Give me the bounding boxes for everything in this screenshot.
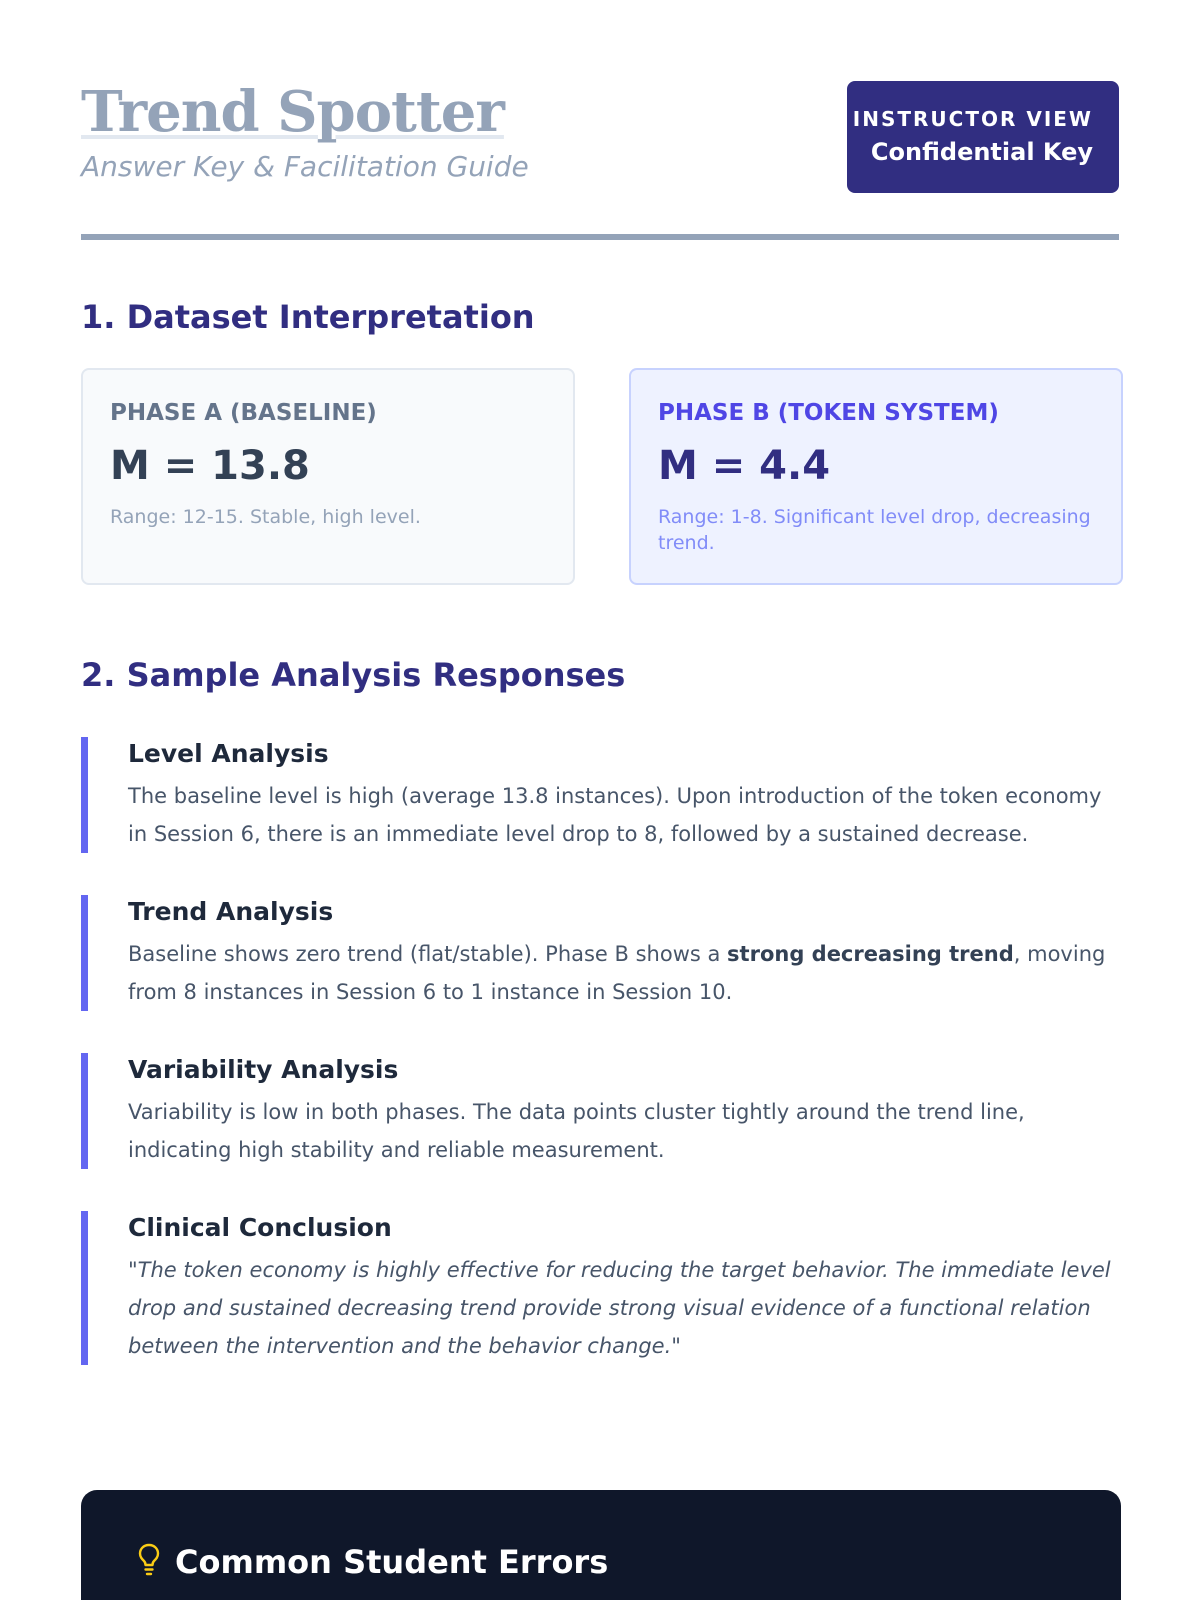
trend-analysis-title: Trend Analysis <box>128 897 334 926</box>
level-analysis-title: Level Analysis <box>128 739 329 768</box>
variability-analysis-title: Variability Analysis <box>128 1055 399 1084</box>
header-divider <box>81 234 1119 240</box>
common-errors-panel <box>81 1490 1121 1600</box>
phase-b-mean: M = 4.4 <box>658 443 831 489</box>
level-analysis-block <box>81 737 1124 853</box>
lightbulb-icon <box>137 1542 175 1582</box>
phase-b-card <box>629 368 1123 585</box>
analysis-list <box>81 737 1124 1407</box>
trend-body-text-end: , moving from 8 instances in Session 6 to 1 instance in Session 10. <box>128 942 1106 1004</box>
analysis-section-title: 2. Sample Analysis Responses <box>81 656 626 694</box>
page-header <box>81 0 1119 243</box>
badge-label: INSTRUCTOR VIEW <box>852 107 1093 131</box>
common-errors-title: Common Student Errors <box>175 1543 609 1581</box>
phase-b-note: Range: 1-8. Significant level drop, decreasing trend. <box>658 506 1091 554</box>
clinical-conclusion-quote: "The token economy is highly effective for reducing the target behavior. The immediate level drop and sustained decreasing trend provide strong visual evidence of a functional relation between the intervention and the behavior change." <box>128 1258 1111 1358</box>
level-analysis-body: The baseline level is high (average 13.8 instances). Upon introduction of the token economy in Session 6, there is an immediate level drop to 8, followed by a sustained decrease. <box>128 784 1102 846</box>
phase-cards <box>81 368 1124 585</box>
phase-a-card <box>81 368 575 585</box>
variability-analysis-block <box>81 1053 1124 1169</box>
trend-analysis-body <box>128 935 1124 1011</box>
clinical-conclusion-block <box>81 1211 1124 1365</box>
variability-analysis-body: Variability is low in both phases. The data points cluster tightly around the trend line, indicating high stability and reliable measurement. <box>128 1100 1025 1162</box>
phase-a-mean: M = 13.8 <box>110 443 310 489</box>
page-title: Trend Spotter <box>81 79 504 145</box>
phase-a-note: Range: 12-15. Stable, high level. <box>110 506 421 528</box>
instructor-view-badge <box>847 81 1119 193</box>
phase-b-label: PHASE B (TOKEN SYSTEM) <box>658 400 999 426</box>
trend-body-emphasis: strong decreasing trend <box>727 942 1014 966</box>
clinical-conclusion-title: Clinical Conclusion <box>128 1213 392 1242</box>
phase-a-label: PHASE A (BASELINE) <box>110 400 377 426</box>
trend-analysis-block <box>81 895 1124 1011</box>
badge-value: Confidential Key <box>870 138 1093 166</box>
dataset-section-title: 1. Dataset Interpretation <box>81 298 535 336</box>
trend-body-text: Baseline shows zero trend (flat/stable). Phase B shows a <box>128 942 728 966</box>
page-subtitle: Answer Key & Facilitation Guide <box>81 150 529 183</box>
common-errors-header <box>137 1542 608 1582</box>
